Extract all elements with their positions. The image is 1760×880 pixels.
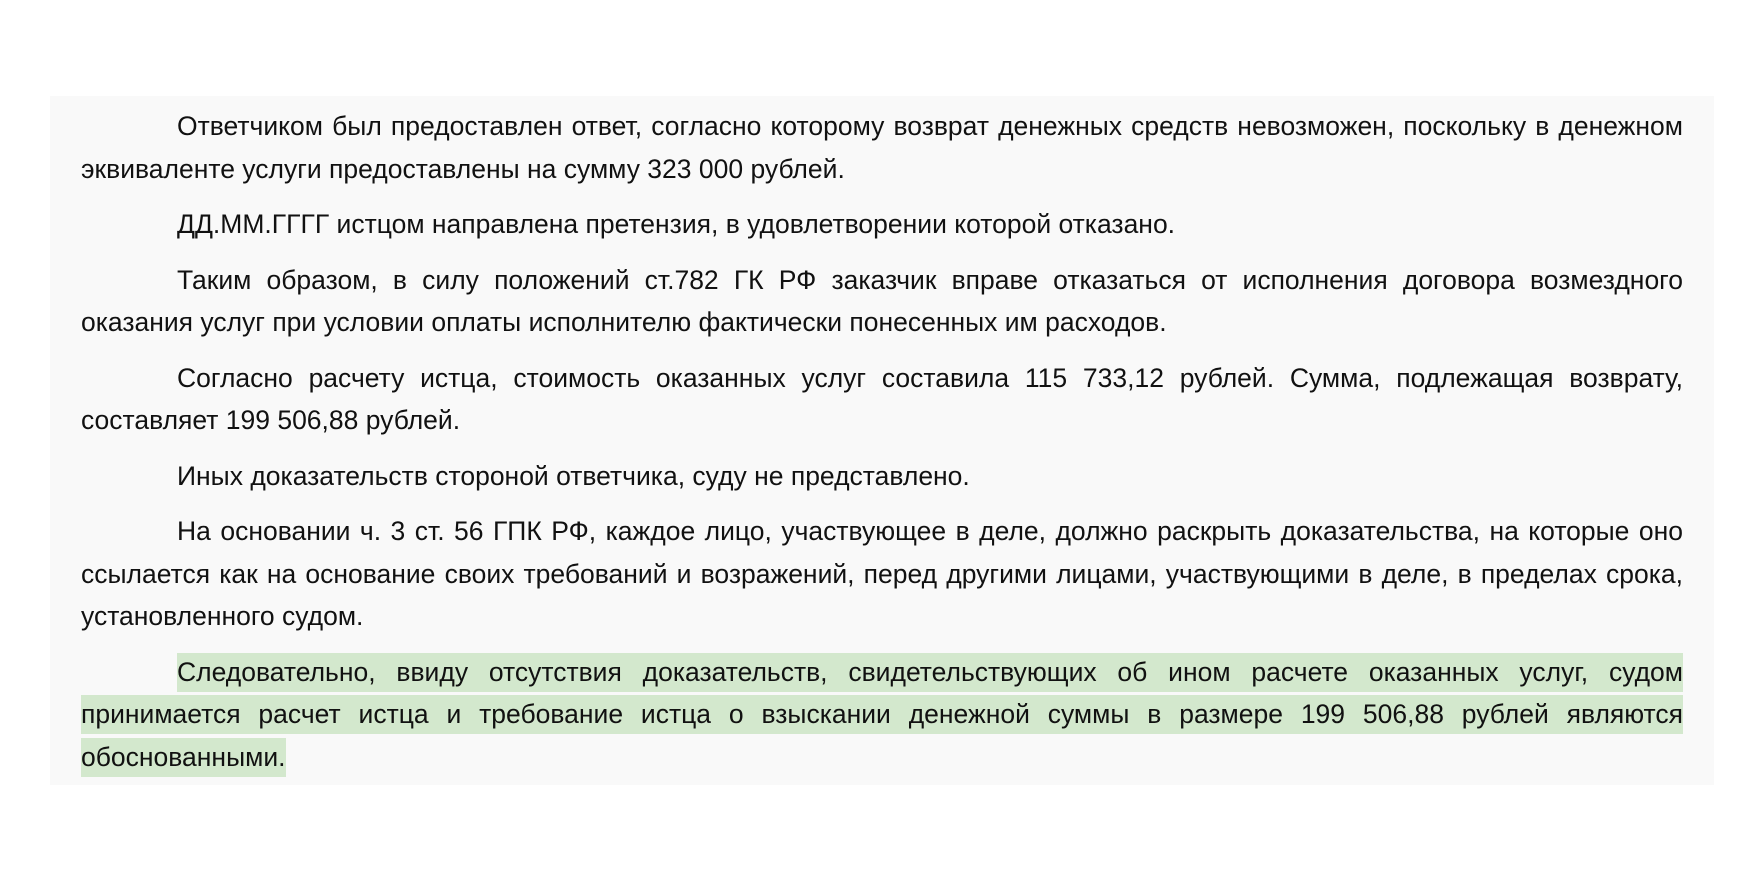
paragraph-article-56-text: На основании ч. 3 ст. 56 ГПК РФ, каждое лицо, участвующее в деле, должно раскрыть доказательства, на которые оно ссылается как на основание своих требований и возражений, перед другими лицами, участвующими в деле, в пределах срока, установленного судом.: [81, 516, 1683, 631]
highlighted-text: Следовательно, ввиду отсутствия доказательств, свидетельствующих об ином расчете оказанных услуг, судом принимается расчет истца и требование истца о взыскании денежной суммы в размере 199 506,88 рублей являются обоснованными.: [81, 653, 1683, 777]
paragraph-article-782: [81, 259, 1683, 344]
document-text-panel: [50, 96, 1714, 785]
paragraph-article-782-text: Таким образом, в силу положений ст.782 ГК РФ заказчик вправе отказаться от исполнения договора возмездного оказания услуг при условии оплаты исполнителю фактически понесенных им расходов.: [81, 264, 1683, 337]
paragraph-response: [81, 105, 1683, 190]
paragraph-no-evidence-text: Иных доказательств стороной ответчика, суду не представлено.: [177, 460, 970, 491]
paragraph-calculation-text: Согласно расчету истца, стоимость оказанных услуг составила 115 733,12 рублей. Сумма, подлежащая возврату, составляет 199 506,88 рублей.: [81, 362, 1683, 435]
paragraph-claim-text: ДД.ММ.ГГГГ истцом направлена претензия, в удовлетворении которой отказано.: [177, 209, 1176, 239]
paragraph-conclusion: [81, 651, 1683, 779]
paragraph-response-text: Ответчиком был предоставлен ответ, согласно которому возврат денежных средств невозможен, поскольку в денежном эквиваленте услуги предоставлены на сумму 323 000 рублей.: [81, 111, 1683, 184]
paragraph-calculation: [81, 357, 1683, 442]
paragraph-claim: [81, 203, 1683, 246]
paragraph-article-56: [81, 510, 1683, 638]
paragraph-no-evidence: [81, 455, 1683, 498]
